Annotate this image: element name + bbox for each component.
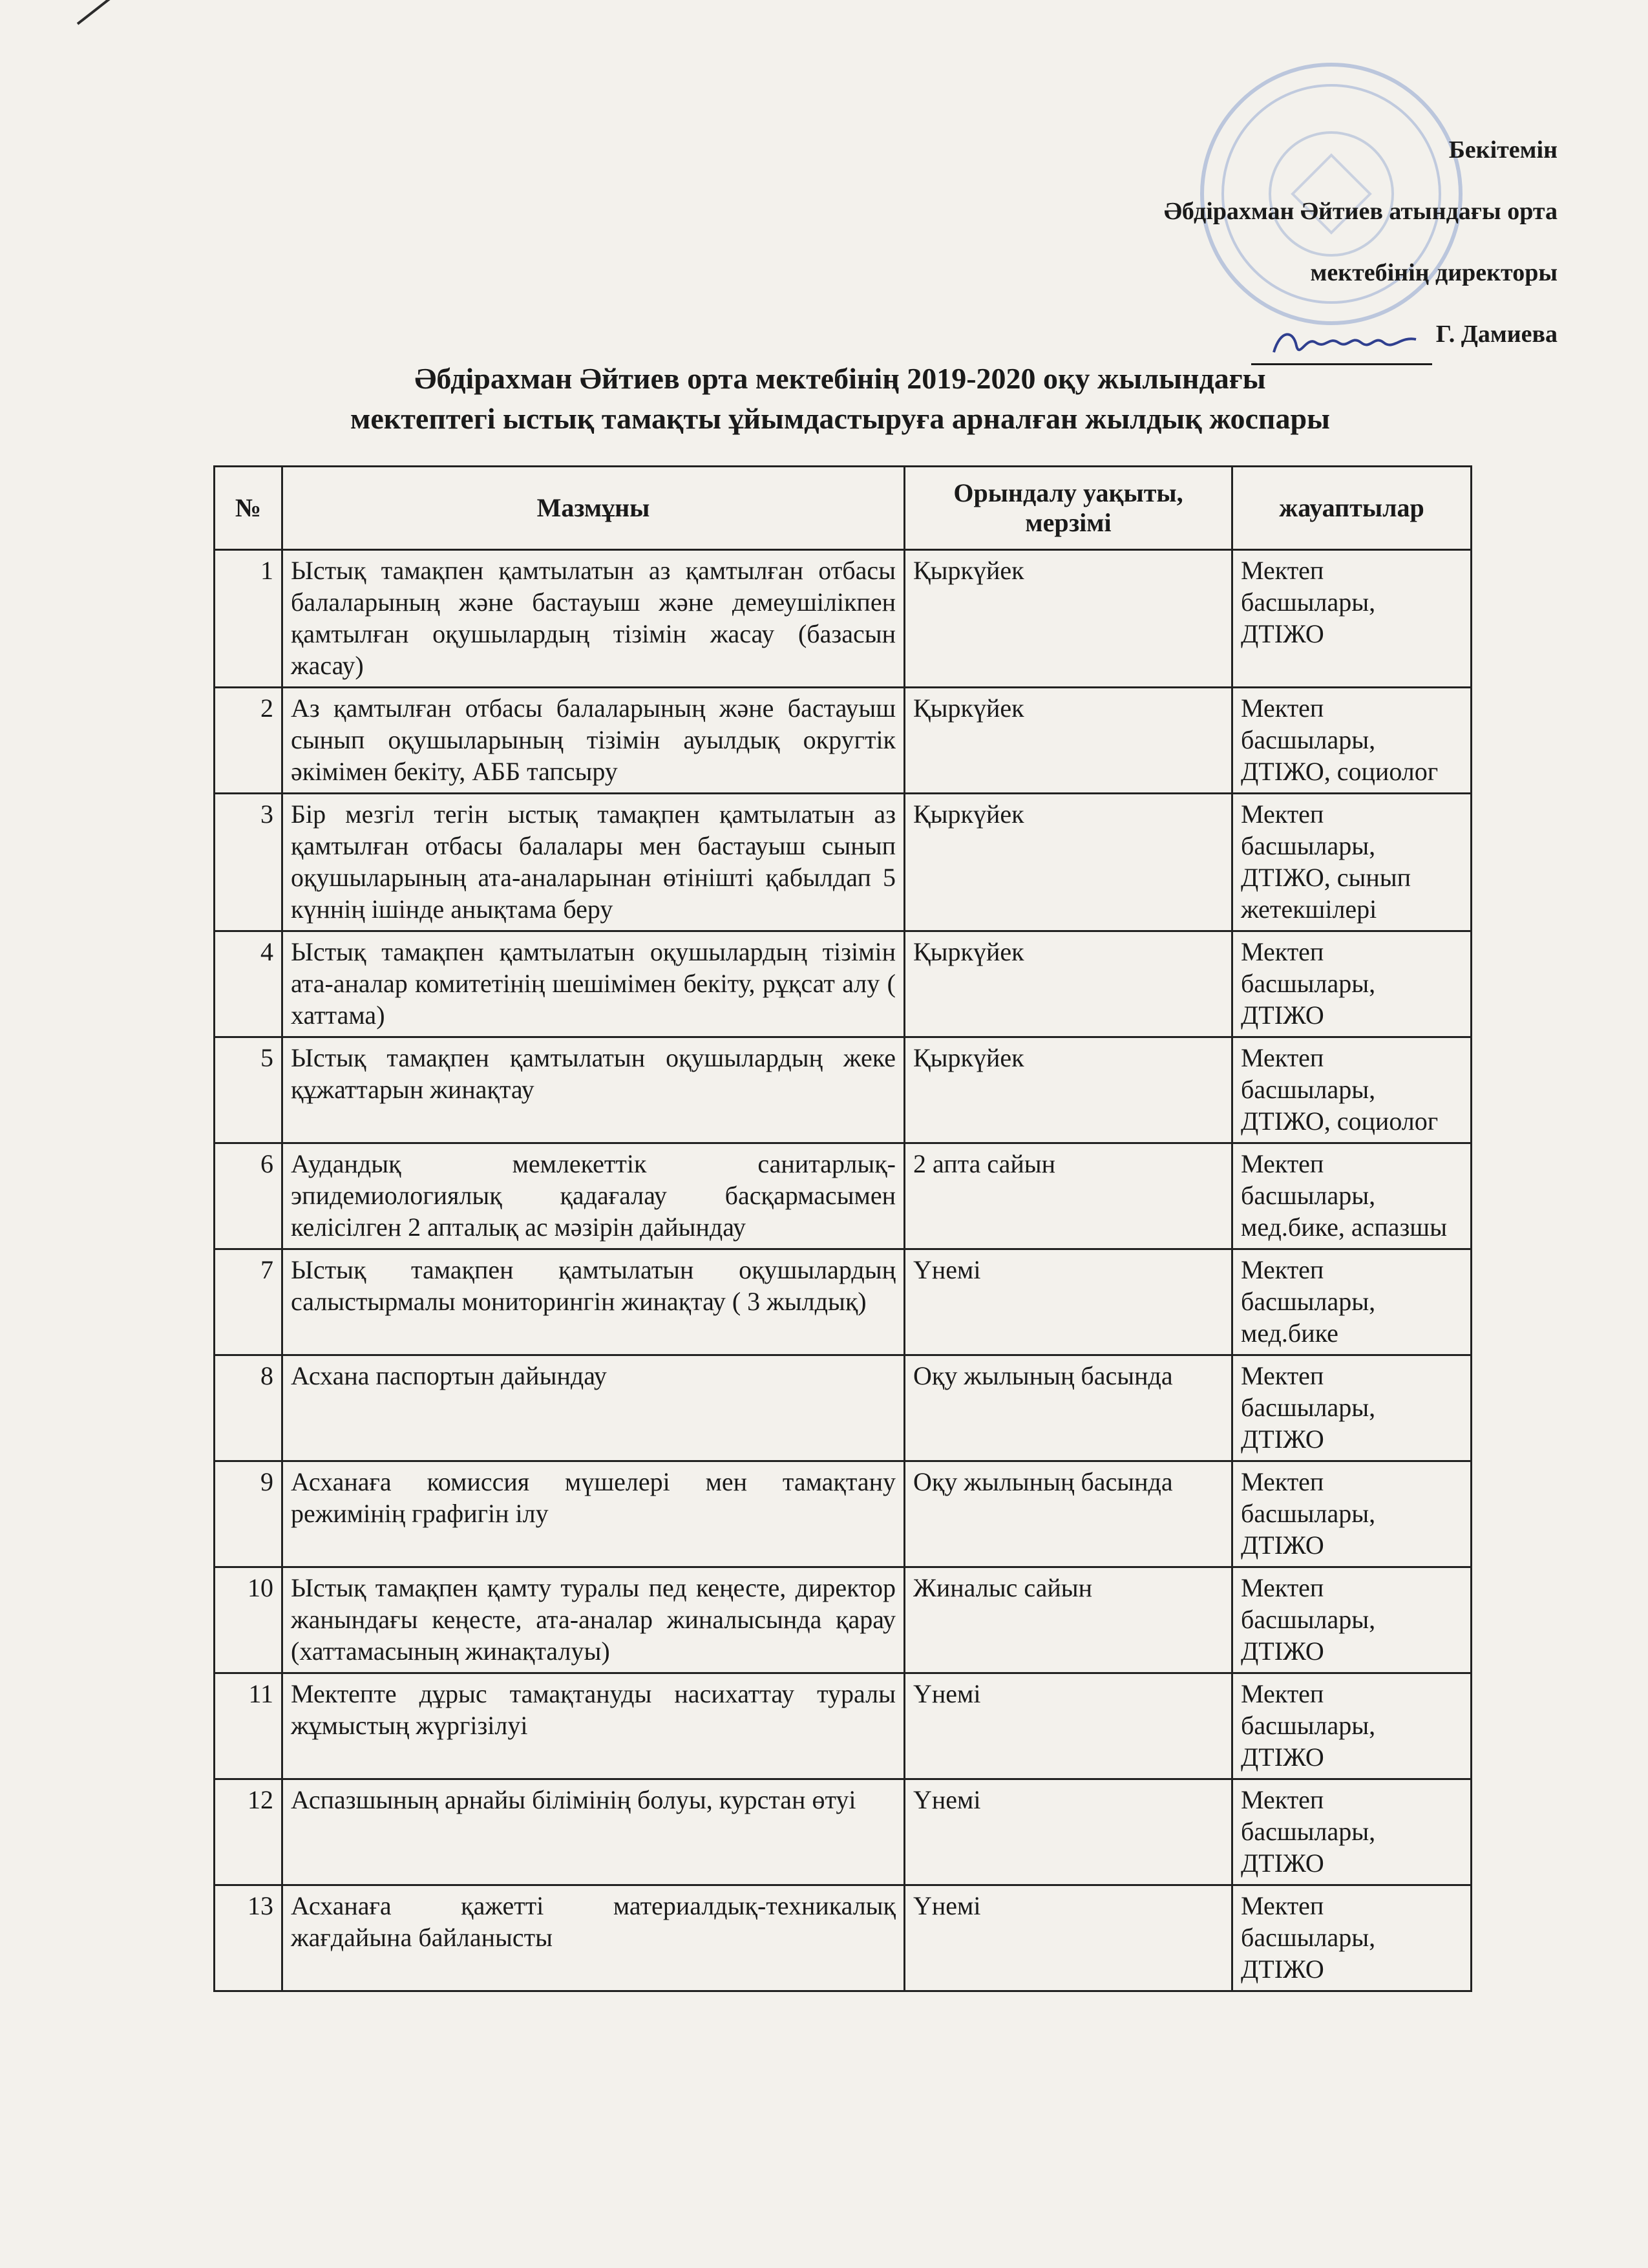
approval-heading: Бекітемін — [1448, 136, 1558, 164]
row-responsible: Мектеп басшылары, ДТІЖО, социолог — [1232, 1037, 1472, 1143]
row-content: Ыстық тамақпен қамтылатын оқушылардың салыстырмалы мониторингін жинақтау ( 3 жылдық) — [282, 1249, 905, 1355]
row-responsible: Мектеп басшылары, ДТІЖО — [1232, 931, 1472, 1037]
row-deadline: Үнемі — [905, 1249, 1232, 1355]
row-content: Асханаға қажетті материалдық-техникалық жағдайына байланысты — [282, 1885, 905, 1991]
table-row — [215, 1567, 1472, 1673]
table-row — [215, 1779, 1472, 1885]
row-responsible: Мектеп басшылары, ДТІЖО — [1232, 1885, 1472, 1991]
row-content: Аз қамтылған отбасы балаларының және бастауыш сынып оқушыларының тізімін ауылдық округтік әкімімен бекіту, АББ тапсыру — [282, 688, 905, 794]
row-content: Асхана паспортын дайындау — [282, 1355, 905, 1461]
table-row — [215, 1143, 1472, 1249]
row-content: Ыстық тамақпен қамтылатын аз қамтылған отбасы балаларының және бастауыш және демеушілікпен қамтылған оқушылардың тізімін жасау (базасын жасау) — [282, 550, 905, 688]
row-number: 10 — [215, 1567, 282, 1673]
table-row — [215, 1037, 1472, 1143]
table-row — [215, 1461, 1472, 1567]
row-responsible: Мектеп басшылары, ДТІЖО — [1232, 1567, 1472, 1673]
title-line-1: Әбдірахман Әйтиев орта мектебінің 2019-2020 оқу жылындағы — [414, 362, 1266, 395]
row-number: 13 — [215, 1885, 282, 1991]
plan-table — [213, 465, 1472, 1992]
row-responsible: Мектеп басшылары, ДТІЖО, социолог — [1232, 688, 1472, 794]
table-header-row — [215, 467, 1472, 550]
director-name: Г. Дамиева — [1435, 321, 1558, 348]
row-number: 1 — [215, 550, 282, 688]
table-row — [215, 1885, 1472, 1991]
table-row — [215, 931, 1472, 1037]
row-responsible: Мектеп басшылары, ДТІЖО — [1232, 1461, 1472, 1567]
row-deadline: Жиналыс сайын — [905, 1567, 1232, 1673]
row-number: 2 — [215, 688, 282, 794]
row-content: Асханаға комиссия мүшелері мен тамақтану режимінің графигін ілу — [282, 1461, 905, 1567]
row-content: Мектепте дұрыс тамақтануды насихаттау туралы жұмыстың жүргізілуі — [282, 1673, 905, 1779]
approval-block — [1164, 120, 1558, 365]
approval-position: мектебінің директоры — [1310, 259, 1558, 286]
row-content: Ыстық тамақпен қамтылатын оқушылардың жеке құжаттарын жинақтау — [282, 1037, 905, 1143]
row-deadline: Қыркүйек — [905, 1037, 1232, 1143]
approval-signature-row — [1164, 304, 1558, 365]
row-responsible: Мектеп басшылары, ДТІЖО — [1232, 550, 1472, 688]
row-responsible: Мектеп басшылары, ДТІЖО — [1232, 1779, 1472, 1885]
row-content: Бір мезгіл тегін ыстық тамақпен қамтылатын аз қамтылған отбасы балалары мен бастауыш сынып оқушыларының ата-аналарынан өтінішті қабылдап 5 күннің ішінде анықтама беру — [282, 794, 905, 931]
row-responsible: Мектеп басшылары, мед.бике, аспазшы — [1232, 1143, 1472, 1249]
table-row — [215, 1355, 1472, 1461]
row-deadline: Қыркүйек — [905, 794, 1232, 931]
title-line-2: мектептегі ыстық тамақты ұйымдастыруға арналған жылдық жоспары — [350, 402, 1330, 435]
row-deadline: Қыркүйек — [905, 688, 1232, 794]
row-content: Ыстық тамақпен қамту туралы пед кеңесте, директор жанындағы кеңесте, ата-аналар жиналысында қарау (хаттамасының жинақталуы) — [282, 1567, 905, 1673]
row-number: 11 — [215, 1673, 282, 1779]
row-number: 12 — [215, 1779, 282, 1885]
table-row — [215, 1673, 1472, 1779]
row-deadline: Үнемі — [905, 1779, 1232, 1885]
row-number: 6 — [215, 1143, 282, 1249]
document-title — [213, 359, 1467, 439]
header-responsible: жауаптылар — [1232, 467, 1472, 550]
row-number: 9 — [215, 1461, 282, 1567]
row-number: 3 — [215, 794, 282, 931]
approval-school: Әбдірахман Әйтиев атындағы орта — [1163, 198, 1558, 225]
table-row — [215, 1249, 1472, 1355]
row-deadline: Үнемі — [905, 1673, 1232, 1779]
row-deadline: Үнемі — [905, 1885, 1232, 1991]
table-row — [215, 688, 1472, 794]
row-deadline: 2 апта сайын — [905, 1143, 1232, 1249]
row-number: 4 — [215, 931, 282, 1037]
row-deadline: Оқу жылының басында — [905, 1355, 1232, 1461]
header-number: № — [215, 467, 282, 550]
row-content: Ыстық тамақпен қамтылатын оқушылардың тізімін ата-аналар комитетінің шешімімен бекіту, рұқсат алу ( хаттама) — [282, 931, 905, 1037]
row-content: Аудандық мемлекеттік санитарлық-эпидемиологиялық қадағалау басқармасымен келісілген 2 апталық ас мәзірін дайындау — [282, 1143, 905, 1249]
row-responsible: Мектеп басшылары, ДТІЖО, сынып жетекшілері — [1232, 794, 1472, 931]
row-number: 8 — [215, 1355, 282, 1461]
header-content: Мазмұны — [282, 467, 905, 550]
row-number: 7 — [215, 1249, 282, 1355]
row-deadline: Қыркүйек — [905, 550, 1232, 688]
table-row — [215, 794, 1472, 931]
header-deadline: Орындалу уақыты, мерзімі — [905, 467, 1232, 550]
table-row — [215, 550, 1472, 688]
row-deadline: Оқу жылының басында — [905, 1461, 1232, 1567]
pen-mark — [77, 0, 127, 25]
row-responsible: Мектеп басшылары, ДТІЖО — [1232, 1355, 1472, 1461]
row-responsible: Мектеп басшылары, мед.бике — [1232, 1249, 1472, 1355]
signature-scribble — [1267, 323, 1429, 362]
row-content: Аспазшының арнайы білімінің болуы, курстан өтуі — [282, 1779, 905, 1885]
row-number: 5 — [215, 1037, 282, 1143]
row-responsible: Мектеп басшылары, ДТІЖО — [1232, 1673, 1472, 1779]
row-deadline: Қыркүйек — [905, 931, 1232, 1037]
